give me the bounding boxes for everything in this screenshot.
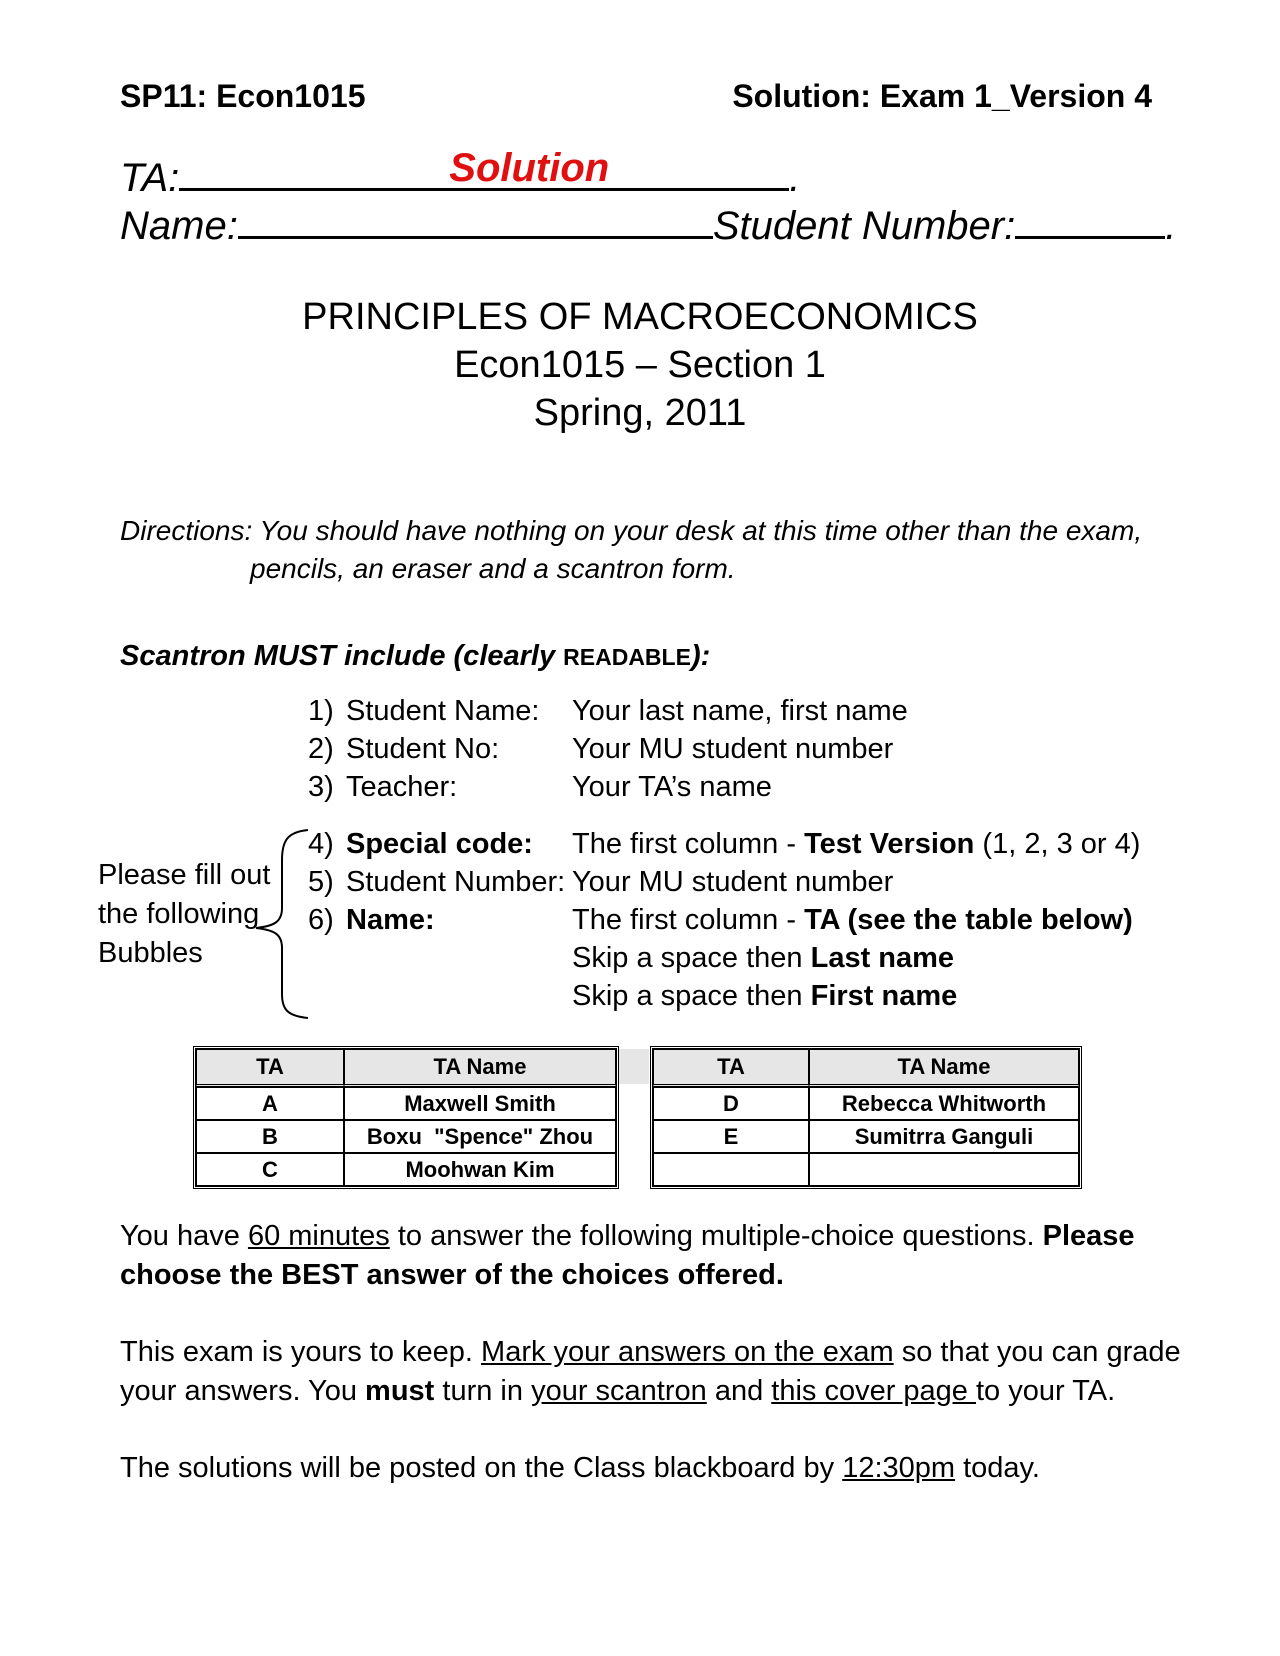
item-label: Name: [346, 904, 435, 936]
ta-name: Rebecca Whitworth [809, 1087, 1079, 1120]
side-note: Please fill out the following Bubbles [98, 859, 271, 969]
solutions-notice: The solutions will be posted on the Class blackboard by 12:30pm today. [120, 1452, 1040, 1484]
name-line [120, 200, 1176, 249]
ta-end: . [789, 156, 801, 200]
ta-letter: B [196, 1120, 344, 1153]
student-number-label: Student Number: [712, 204, 1016, 248]
ta-letter: D [653, 1087, 809, 1120]
ta-letter: E [653, 1120, 809, 1153]
item-value: The first column - TA (see the table below) [572, 904, 1133, 936]
directions-line2: pencils, an eraser and a scantron form. [250, 553, 736, 584]
item-num: 5) [308, 866, 334, 898]
table-row [653, 1120, 1079, 1153]
course-title: PRINCIPLES OF MACROECONOMICS [302, 296, 978, 338]
curly-brace [250, 826, 312, 1022]
item-label: Student Number: [346, 866, 566, 898]
course-term: Spring, 2011 [533, 392, 747, 434]
ta-label: TA: [120, 156, 180, 200]
ta-line [120, 146, 801, 201]
header-cell: TA Name [344, 1049, 616, 1087]
item-label: Student No: [346, 733, 500, 765]
ta-letter: C [196, 1153, 344, 1186]
ta-name: Maxwell Smith [344, 1087, 616, 1120]
ta-table-right [650, 1046, 1082, 1189]
table-gap-shade [619, 1049, 649, 1084]
item-num: 4) [308, 828, 334, 860]
name-field[interactable] [238, 200, 713, 239]
ta-solution: Solution [449, 146, 610, 190]
item-value: Your TA’s name [572, 771, 772, 803]
table-row [653, 1087, 1079, 1120]
header-cell: TA Name [809, 1049, 1079, 1087]
header-cell: TA [196, 1049, 344, 1087]
table-row [196, 1120, 616, 1153]
item-value: Your last name, first name [572, 695, 908, 727]
item-num: 2) [308, 733, 334, 765]
skip-first-name: Skip a space then First name [572, 980, 958, 1012]
student-number-field[interactable] [1015, 200, 1165, 239]
ta-letter: A [196, 1087, 344, 1120]
item-label: Special code: [346, 828, 533, 860]
ta-name [809, 1153, 1079, 1186]
name-label: Name: [120, 204, 238, 248]
item-num: 3) [308, 771, 334, 803]
course-code: SP11: Econ1015 [120, 78, 366, 114]
scantron-heading: Scantron MUST include (clearly READABLE): [120, 640, 711, 672]
exam-version: Solution: Exam 1_Version 4 [732, 78, 1152, 114]
table-row [196, 1087, 616, 1120]
item-num: 1) [308, 695, 334, 727]
table-row [653, 1153, 1079, 1186]
item-num: 6) [308, 904, 334, 936]
ta-name: Sumitrra Ganguli [809, 1120, 1079, 1153]
line-end: . [1165, 204, 1177, 248]
header-cell: TA [653, 1049, 809, 1087]
item-label: Teacher: [346, 771, 458, 803]
ta-table-left [193, 1046, 619, 1189]
ta-letter [653, 1153, 809, 1186]
ta-name: Boxu "Spence" Zhou [344, 1120, 616, 1153]
ta-name: Moohwan Kim [344, 1153, 616, 1186]
item-value: Your MU student number [572, 866, 894, 898]
ta-field[interactable] [179, 146, 789, 191]
skip-last-name: Skip a space then Last name [572, 942, 955, 974]
time-instructions: You have 60 minutes to answer the following multiple-choice questions. Please choose the BEST answer of the choices offered. [120, 1220, 1135, 1291]
item-value: The first column - Test Version (1, 2, 3 or 4) [572, 828, 1141, 860]
directions-line1: Directions: You should have nothing on your desk at this time other than the exam, [120, 515, 1143, 546]
table-header-row [196, 1049, 616, 1087]
course-section: Econ1015 – Section 1 [454, 344, 826, 386]
keep-exam-instructions: This exam is yours to keep. Mark your answers on the exam so that you can grade your answers. You must turn in your scantron and this cover page to your TA. [120, 1336, 1181, 1407]
table-header-row [653, 1049, 1079, 1087]
item-value: Your MU student number [572, 733, 894, 765]
item-label: Student Name: [346, 695, 540, 727]
table-row [196, 1153, 616, 1186]
